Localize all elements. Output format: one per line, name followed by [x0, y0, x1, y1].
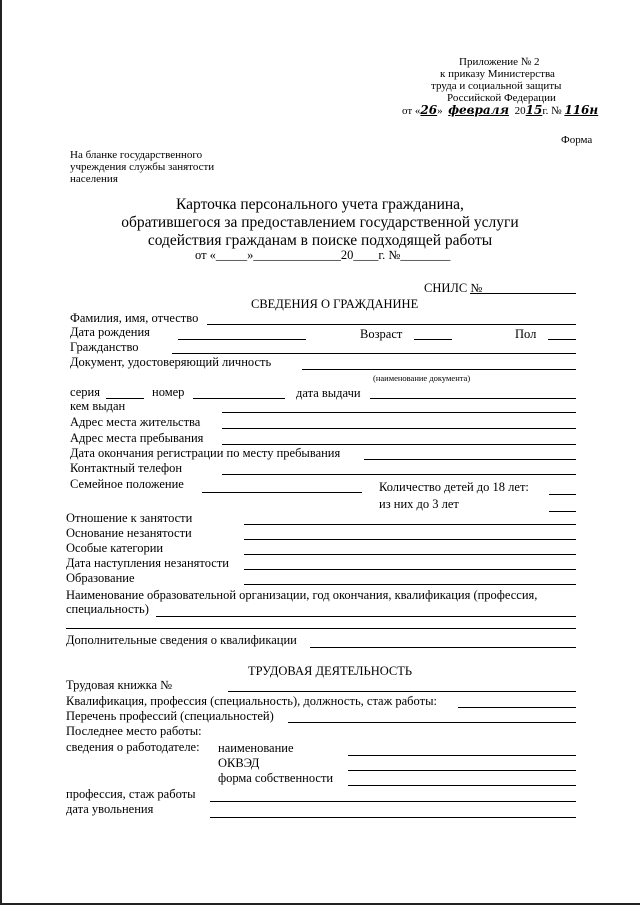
unemployment-basis-field[interactable]: [244, 539, 576, 540]
page-border-left: [0, 0, 2, 905]
qualification-field[interactable]: [458, 707, 576, 708]
section2-heading: ТРУДОВАЯ ДЕЯТЕЛЬНОСТЬ: [248, 664, 413, 678]
marital-status-field[interactable]: [202, 492, 362, 493]
work-book-label: Трудовая книжка №: [66, 678, 173, 692]
series-label: серия: [70, 385, 100, 399]
okved-label: ОКВЭД: [218, 756, 260, 770]
citizenship-label: Гражданство: [70, 340, 139, 354]
special-categories-label: Особые категории: [66, 541, 164, 555]
issued-by-field[interactable]: [222, 412, 576, 413]
work-book-field[interactable]: [228, 691, 576, 692]
section1-heading: СВЕДЕНИЯ О ГРАЖДАНИНЕ: [251, 297, 419, 311]
age-label: Возраст: [360, 327, 403, 341]
sex-field[interactable]: [548, 339, 576, 340]
employer-info-label: сведения о работодателе:: [66, 740, 200, 754]
additional-qualification-field[interactable]: [310, 647, 576, 648]
unemployment-date-label: Дата наступления незанятости: [66, 556, 229, 570]
children-count-label: Количество детей до 18 лет:: [379, 480, 529, 494]
additional-qualification-label: Дополнительные сведения о квалификации: [66, 633, 297, 647]
number-field[interactable]: [193, 398, 285, 399]
citizenship-field[interactable]: [172, 353, 576, 354]
special-categories-field[interactable]: [244, 554, 576, 555]
residence-address-field[interactable]: [222, 428, 576, 429]
phone-label: Контактный телефон: [70, 461, 183, 475]
ownership-form-label: форма собственности: [218, 771, 334, 785]
profession-experience-label: профессия, стаж работы: [66, 787, 196, 801]
blank-note-line1: На бланке государственного: [70, 149, 203, 161]
title-line1: Карточка персонального учета гражданина,: [176, 196, 464, 213]
blank-note-line2: учреждения службы занятости: [70, 161, 215, 173]
appendix-date-line: [402, 104, 598, 118]
separator-line: [66, 628, 576, 629]
education-field[interactable]: [244, 584, 576, 585]
id-document-field[interactable]: [302, 369, 576, 370]
marital-status-label: Семейное положение: [70, 477, 184, 491]
children-count-field[interactable]: [549, 494, 576, 495]
registration-end-label: Дата окончания регистрации по месту пребывания: [70, 446, 341, 460]
stay-address-field[interactable]: [222, 444, 576, 445]
title-line2: обратившегося за предоставлением государственной услуги: [121, 214, 519, 231]
title-date-line: от «_____»______________20____г. №________: [195, 248, 451, 262]
doc-name-note: (наименование документа): [373, 373, 471, 383]
date-year: 15: [525, 103, 543, 117]
birth-date-label: Дата рождения: [70, 325, 150, 339]
employment-relation-label: Отношение к занятости: [66, 511, 193, 525]
sex-label: Пол: [515, 327, 537, 341]
qualification-label: Квалификация, профессия (специальность), должность, стаж работы:: [66, 694, 437, 708]
children-under3-field[interactable]: [549, 511, 576, 512]
title-line3: содействия гражданам в поиске подходящей работы: [147, 232, 493, 249]
date-suffix: г. №: [542, 105, 562, 117]
snils-label: СНИЛС №: [424, 281, 483, 295]
unemployment-basis-label: Основание незанятости: [66, 526, 192, 540]
appendix-line4: Российской Федерации: [447, 92, 556, 104]
date-day: 26: [420, 103, 438, 117]
issue-date-field[interactable]: [370, 398, 576, 399]
phone-field[interactable]: [222, 474, 576, 475]
children-under3-label: из них до 3 лет: [379, 497, 459, 511]
birth-date-field[interactable]: [178, 339, 306, 340]
employer-name-field[interactable]: [348, 755, 576, 756]
date-month: февраля: [448, 103, 510, 117]
full-name-label: Фамилия, имя, отчество: [70, 311, 199, 325]
order-number: 116н: [564, 103, 599, 117]
full-name-field[interactable]: [207, 324, 576, 325]
ownership-form-field[interactable]: [348, 785, 576, 786]
date-year-prefix: 20: [514, 105, 526, 117]
issue-date-label: дата выдачи: [296, 386, 361, 400]
appendix-line1: Приложение № 2: [459, 56, 540, 68]
registration-end-field[interactable]: [364, 459, 576, 460]
dismissal-date-label: дата увольнения: [66, 802, 154, 816]
last-workplace-label: Последнее место работы:: [66, 724, 202, 738]
edu-org-field[interactable]: [156, 616, 576, 617]
date-mid: »: [437, 105, 443, 117]
education-label: Образование: [66, 571, 135, 585]
date-prefix: от «: [402, 105, 421, 117]
form-label: Форма: [561, 134, 593, 146]
profession-experience-field[interactable]: [210, 801, 576, 802]
edu-org-label-line1: Наименование образовательной организации, год окончания, квалификация (профессия,: [66, 588, 538, 602]
id-document-label: Документ, удостоверяющий личность: [70, 355, 272, 369]
employment-relation-field[interactable]: [244, 524, 576, 525]
issued-by-label: кем выдан: [70, 399, 126, 413]
snils-field[interactable]: [470, 293, 576, 294]
appendix-line3: труда и социальной защиты: [431, 80, 562, 92]
number-label: номер: [152, 385, 185, 399]
dismissal-date-field[interactable]: [210, 817, 576, 818]
professions-list-label: Перечень профессий (специальностей): [66, 709, 274, 723]
age-field[interactable]: [414, 339, 452, 340]
employer-name-label: наименование: [218, 741, 294, 755]
edu-org-label-line2: специальность): [66, 602, 149, 616]
appendix-line2: к приказу Министерства: [440, 68, 555, 80]
stay-address-label: Адрес места пребывания: [70, 431, 204, 445]
okved-field[interactable]: [348, 770, 576, 771]
professions-list-field[interactable]: [288, 722, 576, 723]
blank-note-line3: населения: [70, 173, 118, 185]
unemployment-date-field[interactable]: [244, 569, 576, 570]
residence-address-label: Адрес места жительства: [70, 415, 201, 429]
